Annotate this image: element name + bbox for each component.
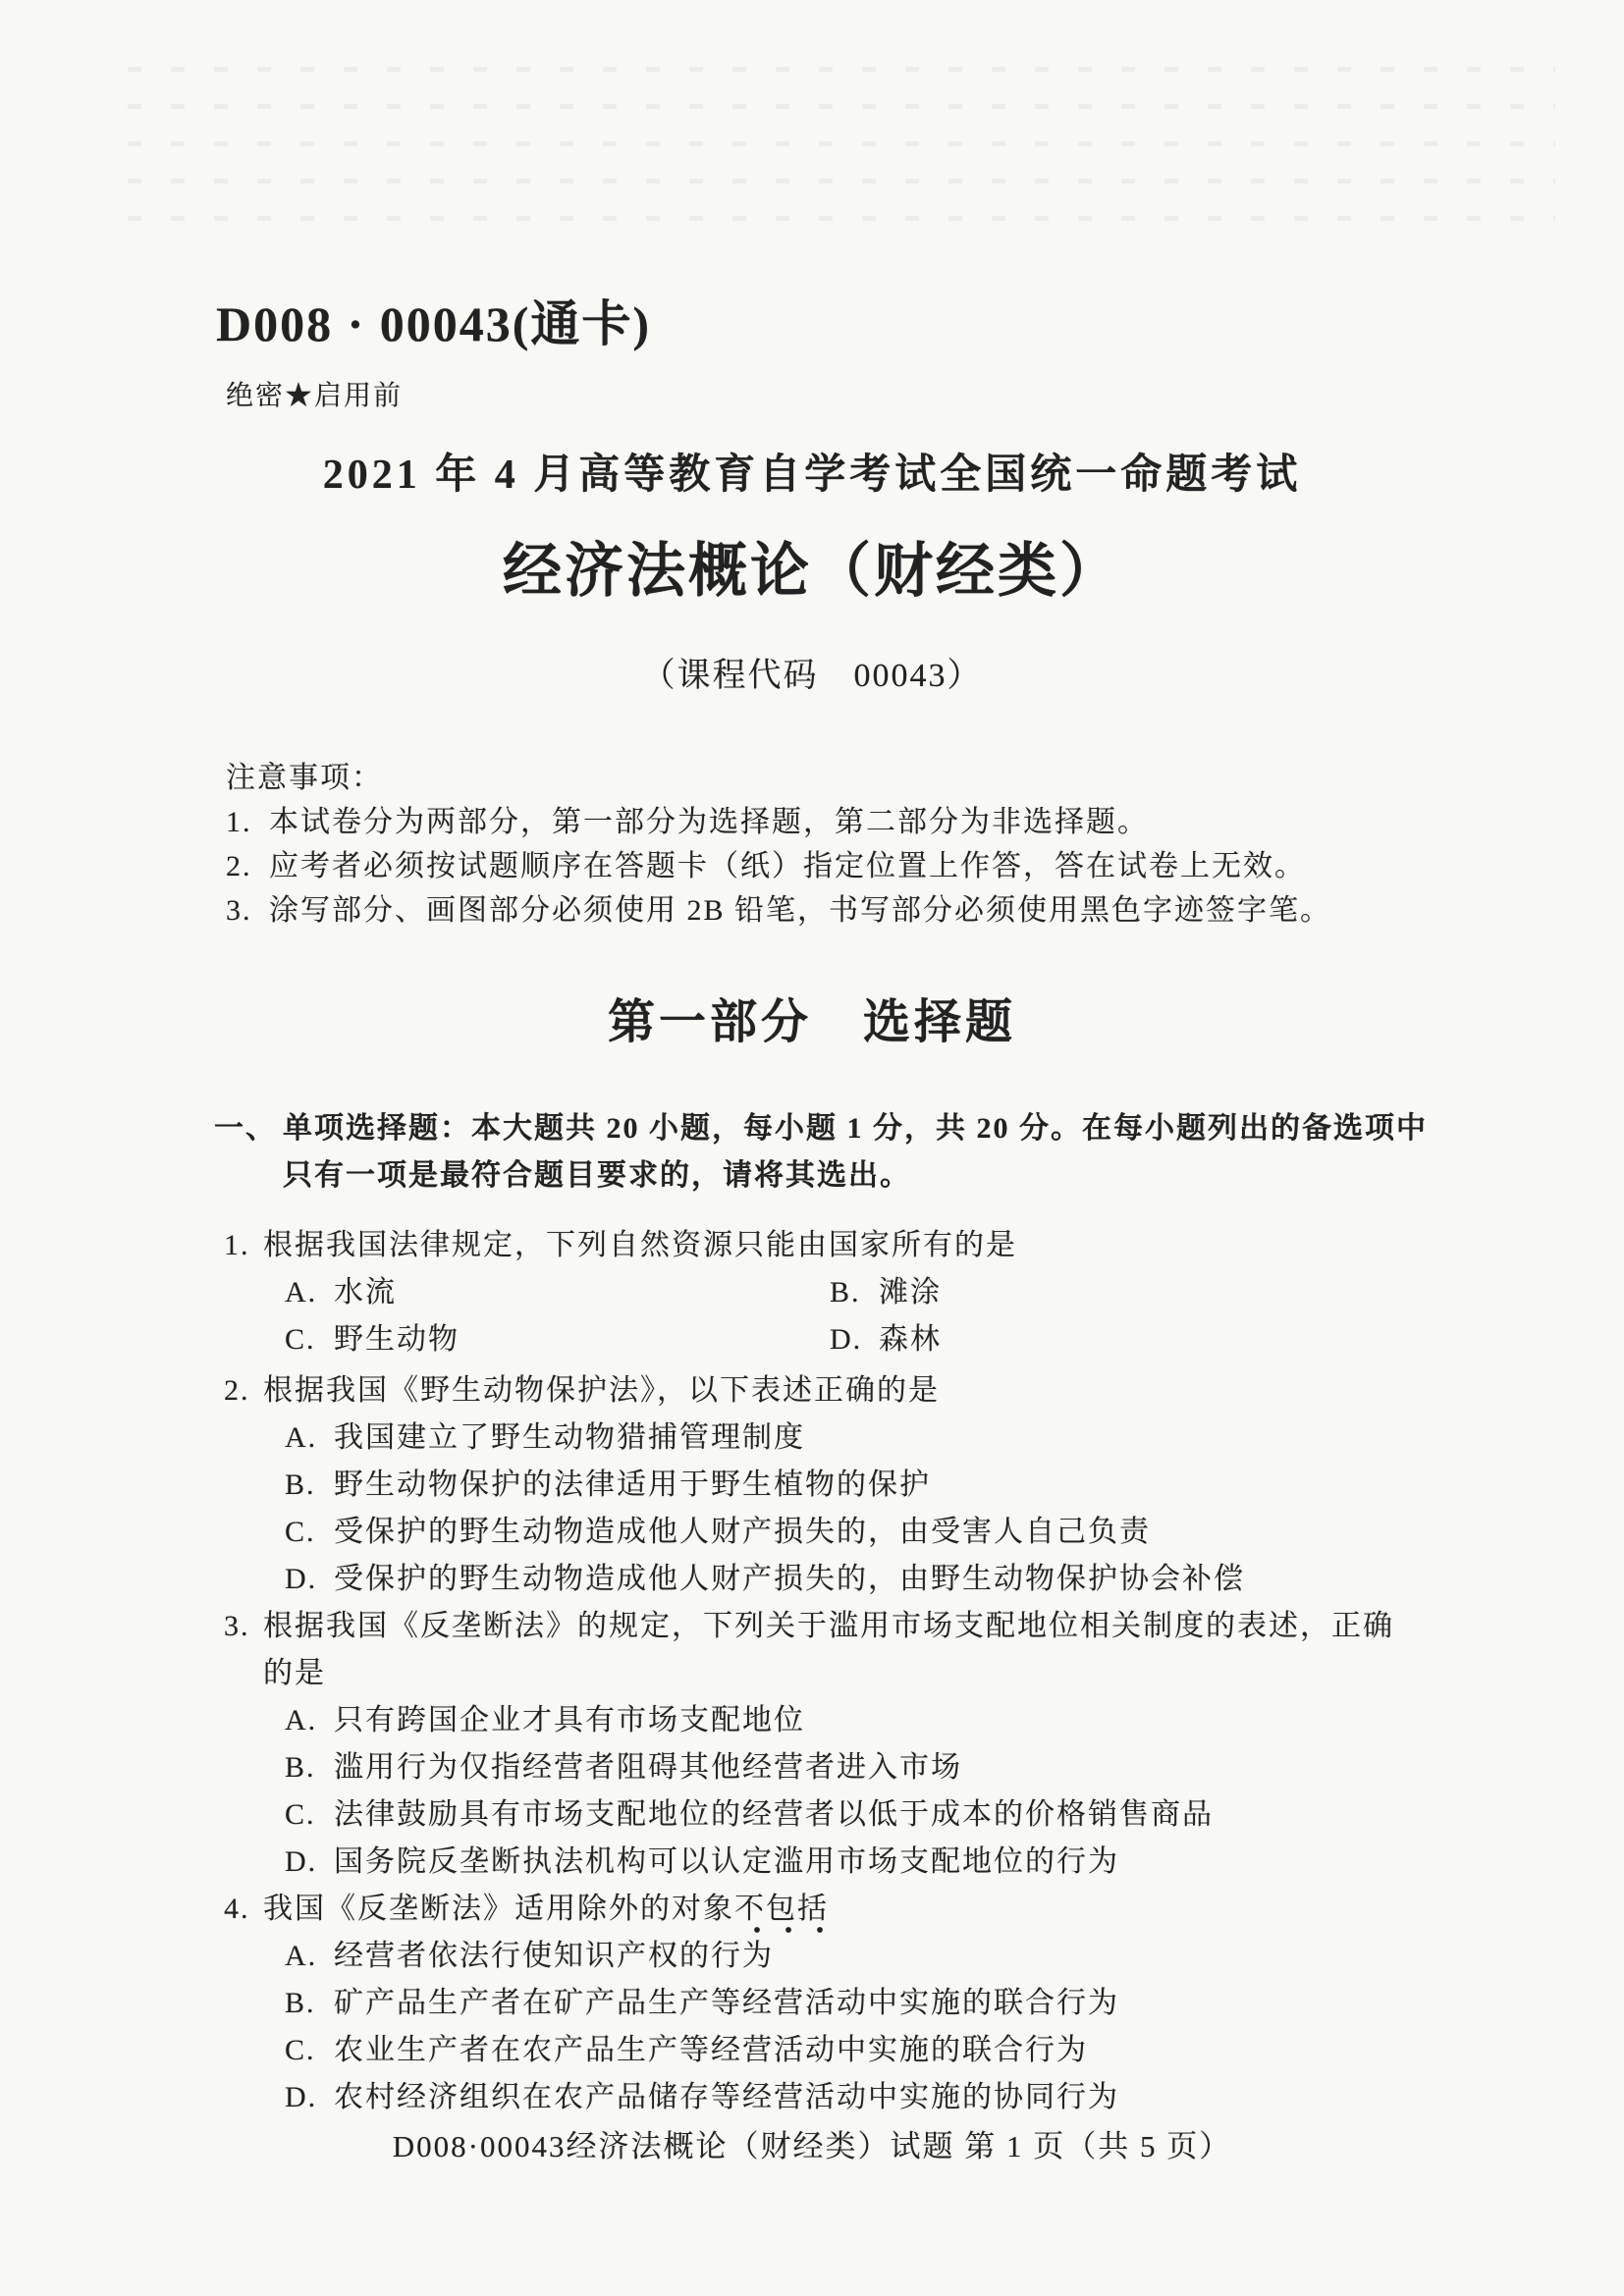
- security-label: 绝密★启用前: [226, 381, 404, 411]
- question-4: [224, 1886, 1461, 2121]
- question-number: 4.: [224, 1893, 250, 1925]
- question-number: 2.: [224, 1374, 250, 1407]
- course-code: （课程代码 00043）: [641, 658, 983, 694]
- option-d: [224, 1839, 1461, 1886]
- option-d: [830, 1316, 1461, 1363]
- option-label: A.: [285, 1940, 318, 1972]
- question-1: [224, 1222, 1461, 1363]
- notice-item-number: 2.: [226, 850, 252, 882]
- option-d: [224, 1556, 1461, 1603]
- option-b: [224, 1462, 1461, 1509]
- option-label: C.: [285, 2034, 316, 2066]
- option-label: A.: [285, 1421, 318, 1454]
- notice-item-text: 本试卷分为两部分，第一部分为选择题，第二部分为非选择题。: [269, 806, 1149, 838]
- option-text: 野生动物: [334, 1323, 460, 1356]
- question-header: [224, 1603, 1461, 1697]
- option-text: 农业生产者在农产品生产等经营活动中实施的联合行为: [334, 2034, 1088, 2066]
- option-text: 森林: [879, 1323, 942, 1356]
- option-a: [285, 1269, 830, 1316]
- question-text: [263, 1603, 1461, 1697]
- option-text: 国务院反垄断执法机构可以认定滥用市场支配地位的行为: [334, 1845, 1119, 1878]
- question-text: 根据我国法律规定，下列自然资源只能由国家所有的是: [263, 1229, 1017, 1261]
- doc-code: D008 · 00043(通卡): [216, 296, 652, 351]
- option-text: 法律鼓励具有市场支配地位的经营者以低于成本的价格销售商品: [334, 1798, 1214, 1831]
- question-number: 1.: [224, 1229, 250, 1261]
- options-grid: [224, 1269, 1461, 1363]
- notice-item-text: 涂写部分、画图部分必须使用 2B 铅笔，书写部分必须使用黑色字迹签字笔。: [269, 894, 1332, 927]
- option-label: D.: [285, 1845, 318, 1878]
- option-label: D.: [285, 1563, 318, 1595]
- option-text: 农村经济组织在农产品储存等经营活动中实施的协同行为: [334, 2081, 1119, 2113]
- option-c: [224, 1509, 1461, 1556]
- option-text: 滥用行为仅指经营者阻碍其他经营者进入市场: [334, 1751, 962, 1784]
- option-label: B.: [285, 1987, 316, 2019]
- option-d: [224, 2074, 1461, 2121]
- option-c: [224, 2027, 1461, 2074]
- option-label: A.: [285, 1276, 318, 1308]
- notice-item-number: 1.: [226, 806, 252, 838]
- option-label: C.: [285, 1323, 316, 1356]
- option-text: 野生动物保护的法律适用于野生植物的保护: [334, 1468, 931, 1501]
- option-a: [224, 1415, 1461, 1462]
- exam-session-title: 2021 年 4 月高等教育自学考试全国统一命题考试: [322, 453, 1302, 498]
- option-label: C.: [285, 1516, 316, 1548]
- option-c: [285, 1316, 830, 1363]
- option-a: [224, 1933, 1461, 1980]
- section-intro-text: [283, 1105, 1428, 1200]
- notice-item: [226, 844, 1453, 888]
- question-header: [224, 1367, 1461, 1415]
- notice-item: [226, 888, 1453, 933]
- notice-item-text: 应考者必须按试题顺序在答题卡（纸）指定位置上作答，答在试卷上无效。: [269, 850, 1306, 882]
- option-text: 水流: [334, 1276, 397, 1308]
- question-text-line: 根据我国《反垄断法》的规定，下列关于滥用市场支配地位相关制度的表述，正确: [263, 1610, 1394, 1642]
- question-text-line: 的是: [263, 1657, 326, 1689]
- option-text: 受保护的野生动物造成他人财产损失的，由受害人自己负责: [334, 1516, 1151, 1548]
- question-3: [224, 1603, 1461, 1886]
- notice-item-number: 3.: [226, 894, 252, 927]
- option-b: [830, 1269, 1461, 1316]
- option-text: 矿产品生产者在矿产品生产等经营活动中实施的联合行为: [334, 1987, 1119, 2019]
- option-text: 只有跨国企业才具有市场支配地位: [334, 1704, 805, 1736]
- option-text: 滩涂: [879, 1276, 942, 1308]
- part-title: 第一部分 选择题: [607, 996, 1016, 1048]
- section-intro: [214, 1105, 1432, 1200]
- question-number: 3.: [224, 1610, 250, 1642]
- option-label: D.: [285, 2081, 318, 2113]
- option-b: [224, 1980, 1461, 2027]
- page-footer: D008·00043经济法概论（财经类）试题 第 1 页（共 5 页）: [392, 2129, 1232, 2163]
- option-text: 受保护的野生动物造成他人财产损失的，由野生动物保护协会补偿: [334, 1563, 1245, 1595]
- question-header: [224, 1222, 1461, 1269]
- question-text: [263, 1886, 1461, 1933]
- option-c: [224, 1791, 1461, 1839]
- section-intro-line: 只有一项是最符合题目要求的，请将其选出。: [283, 1159, 911, 1192]
- question-text-segment: 我国《反垄断法》适用除外的对象: [263, 1893, 734, 1925]
- scan-noise-artifact: [128, 54, 1555, 221]
- notice-section: [226, 756, 1453, 933]
- question-2: [224, 1367, 1461, 1603]
- question-text-emphasis: 不包括: [734, 1893, 829, 1935]
- notice-title: 注意事项：: [226, 762, 383, 794]
- option-text: 经营者依法行使知识产权的行为: [334, 1940, 774, 1972]
- option-label: C.: [285, 1798, 316, 1831]
- option-label: D.: [830, 1323, 863, 1356]
- option-b: [224, 1744, 1461, 1791]
- section-intro-line: 单项选择题：本大题共 20 小题，每小题 1 分，共 20 分。在每小题列出的备选项中: [283, 1112, 1428, 1145]
- exam-title: 经济法概论（财经类）: [503, 539, 1121, 604]
- option-label: B.: [830, 1276, 861, 1308]
- option-a: [224, 1697, 1461, 1744]
- option-label: B.: [285, 1751, 316, 1784]
- notice-item: [226, 800, 1453, 844]
- section-intro-number: 一、: [214, 1112, 277, 1145]
- option-text: 我国建立了野生动物猎捕管理制度: [334, 1421, 805, 1454]
- option-label: B.: [285, 1468, 316, 1501]
- question-text: 根据我国《野生动物保护法》，以下表述正确的是: [263, 1374, 940, 1407]
- option-label: A.: [285, 1704, 318, 1736]
- question-header: [224, 1886, 1461, 1933]
